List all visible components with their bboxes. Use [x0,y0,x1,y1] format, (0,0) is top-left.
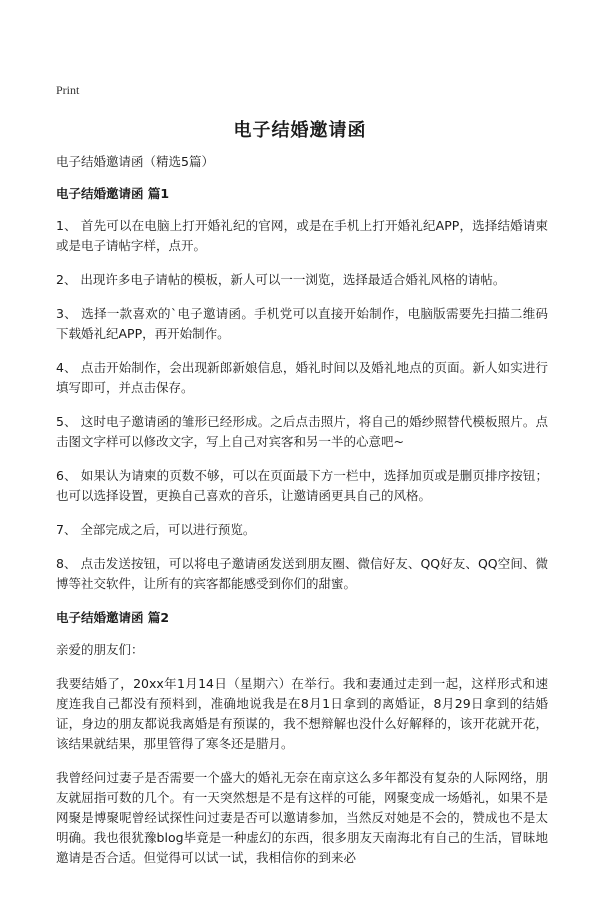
document-body [56,152,548,882]
paragraph: 3、 选择一款喜欢的`电子邀请函。手机党可以直接开始制作，电脑版需要先扫描二维码下载婚礼纪APP，再开始制作。 [56,306,548,341]
paragraph: 1、 首先可以在电脑上打开婚礼纪的官网，或是在手机上打开婚礼纪APP，选择结婚请柬或是电子请帖字样，点开。 [56,218,548,253]
page-title: 电子结婚邀请函 [233,120,367,141]
document-subtitle: 电子结婚邀请函（精选5篇） [56,154,214,169]
section-heading: 电子结婚邀请函 篇1 [56,186,170,201]
section-heading: 电子结婚邀请函 篇2 [56,610,170,625]
paragraph: 2、 出现许多电子请帖的模板，新人可以一一浏览，选择最适合婚礼风格的请帖。 [56,272,506,287]
section-1 [56,184,548,594]
paragraph: 我要结婚了，20xx年1月14日（星期六）在举行。我和妻通过走到一起，这样形式和速度连我自己都没有预料到，准确地说我是在8月1日拿到的离婚证，8月29日拿到的结婚证，身边的朋友都说我离婚是有预谋的，我不想辩解也没什么好解释的，该开花就开花，该结果就结果，那里管得了寒冬还是腊月。 [56,676,548,751]
paragraph: 6、 如果认为请柬的页数不够，可以在页面最下方一栏中，选择加页或是删页排序按钮；也可以选择设置，更换自己喜欢的音乐，让邀请函更具自己的风格。 [56,468,548,503]
paragraph: 8、 点击发送按钮，可以将电子邀请函发送到朋友圈、微信好友、QQ好友、QQ空间、微博等社交软件，让所有的宾客都能感受到你们的甜蜜。 [56,556,548,591]
paragraph: 5、 这时电子邀请函的雏形已经形成。之后点击照片，将自己的婚纱照替代模板照片。点击图文字样可以修改文字，写上自己对宾客和另一半的心意吧~ [56,414,548,449]
paragraph: 我曾经问过妻子是否需要一个盛大的婚礼无奈在南京这么多年都没有复杂的人际网络，朋友就屈指可数的几个。有一天突然想是不是有这样的可能，网聚变成一场婚礼，如果不是网聚是博聚呢曾经试探性问过妻是否可以邀请参加，当然反对她是不会的，赞成也不是太明确。我也很犹豫blog毕竟是一种虚幻的东西，很多朋友天南海北有自己的生活，冒昧地邀请是否合适。但觉得可以试一试，我相信你的到来必 [56,770,548,865]
paragraph: 7、 全部完成之后，可以进行预览。 [56,522,256,537]
paragraph: 4、 点击开始制作，会出现新郎新娘信息，婚礼时间以及婚礼地点的页面。新人如实进行填写即可，并点击保存。 [56,360,548,395]
paragraph: 亲爱的朋友们： [56,642,144,657]
section-2 [56,608,548,868]
print-label: Print [56,83,80,97]
